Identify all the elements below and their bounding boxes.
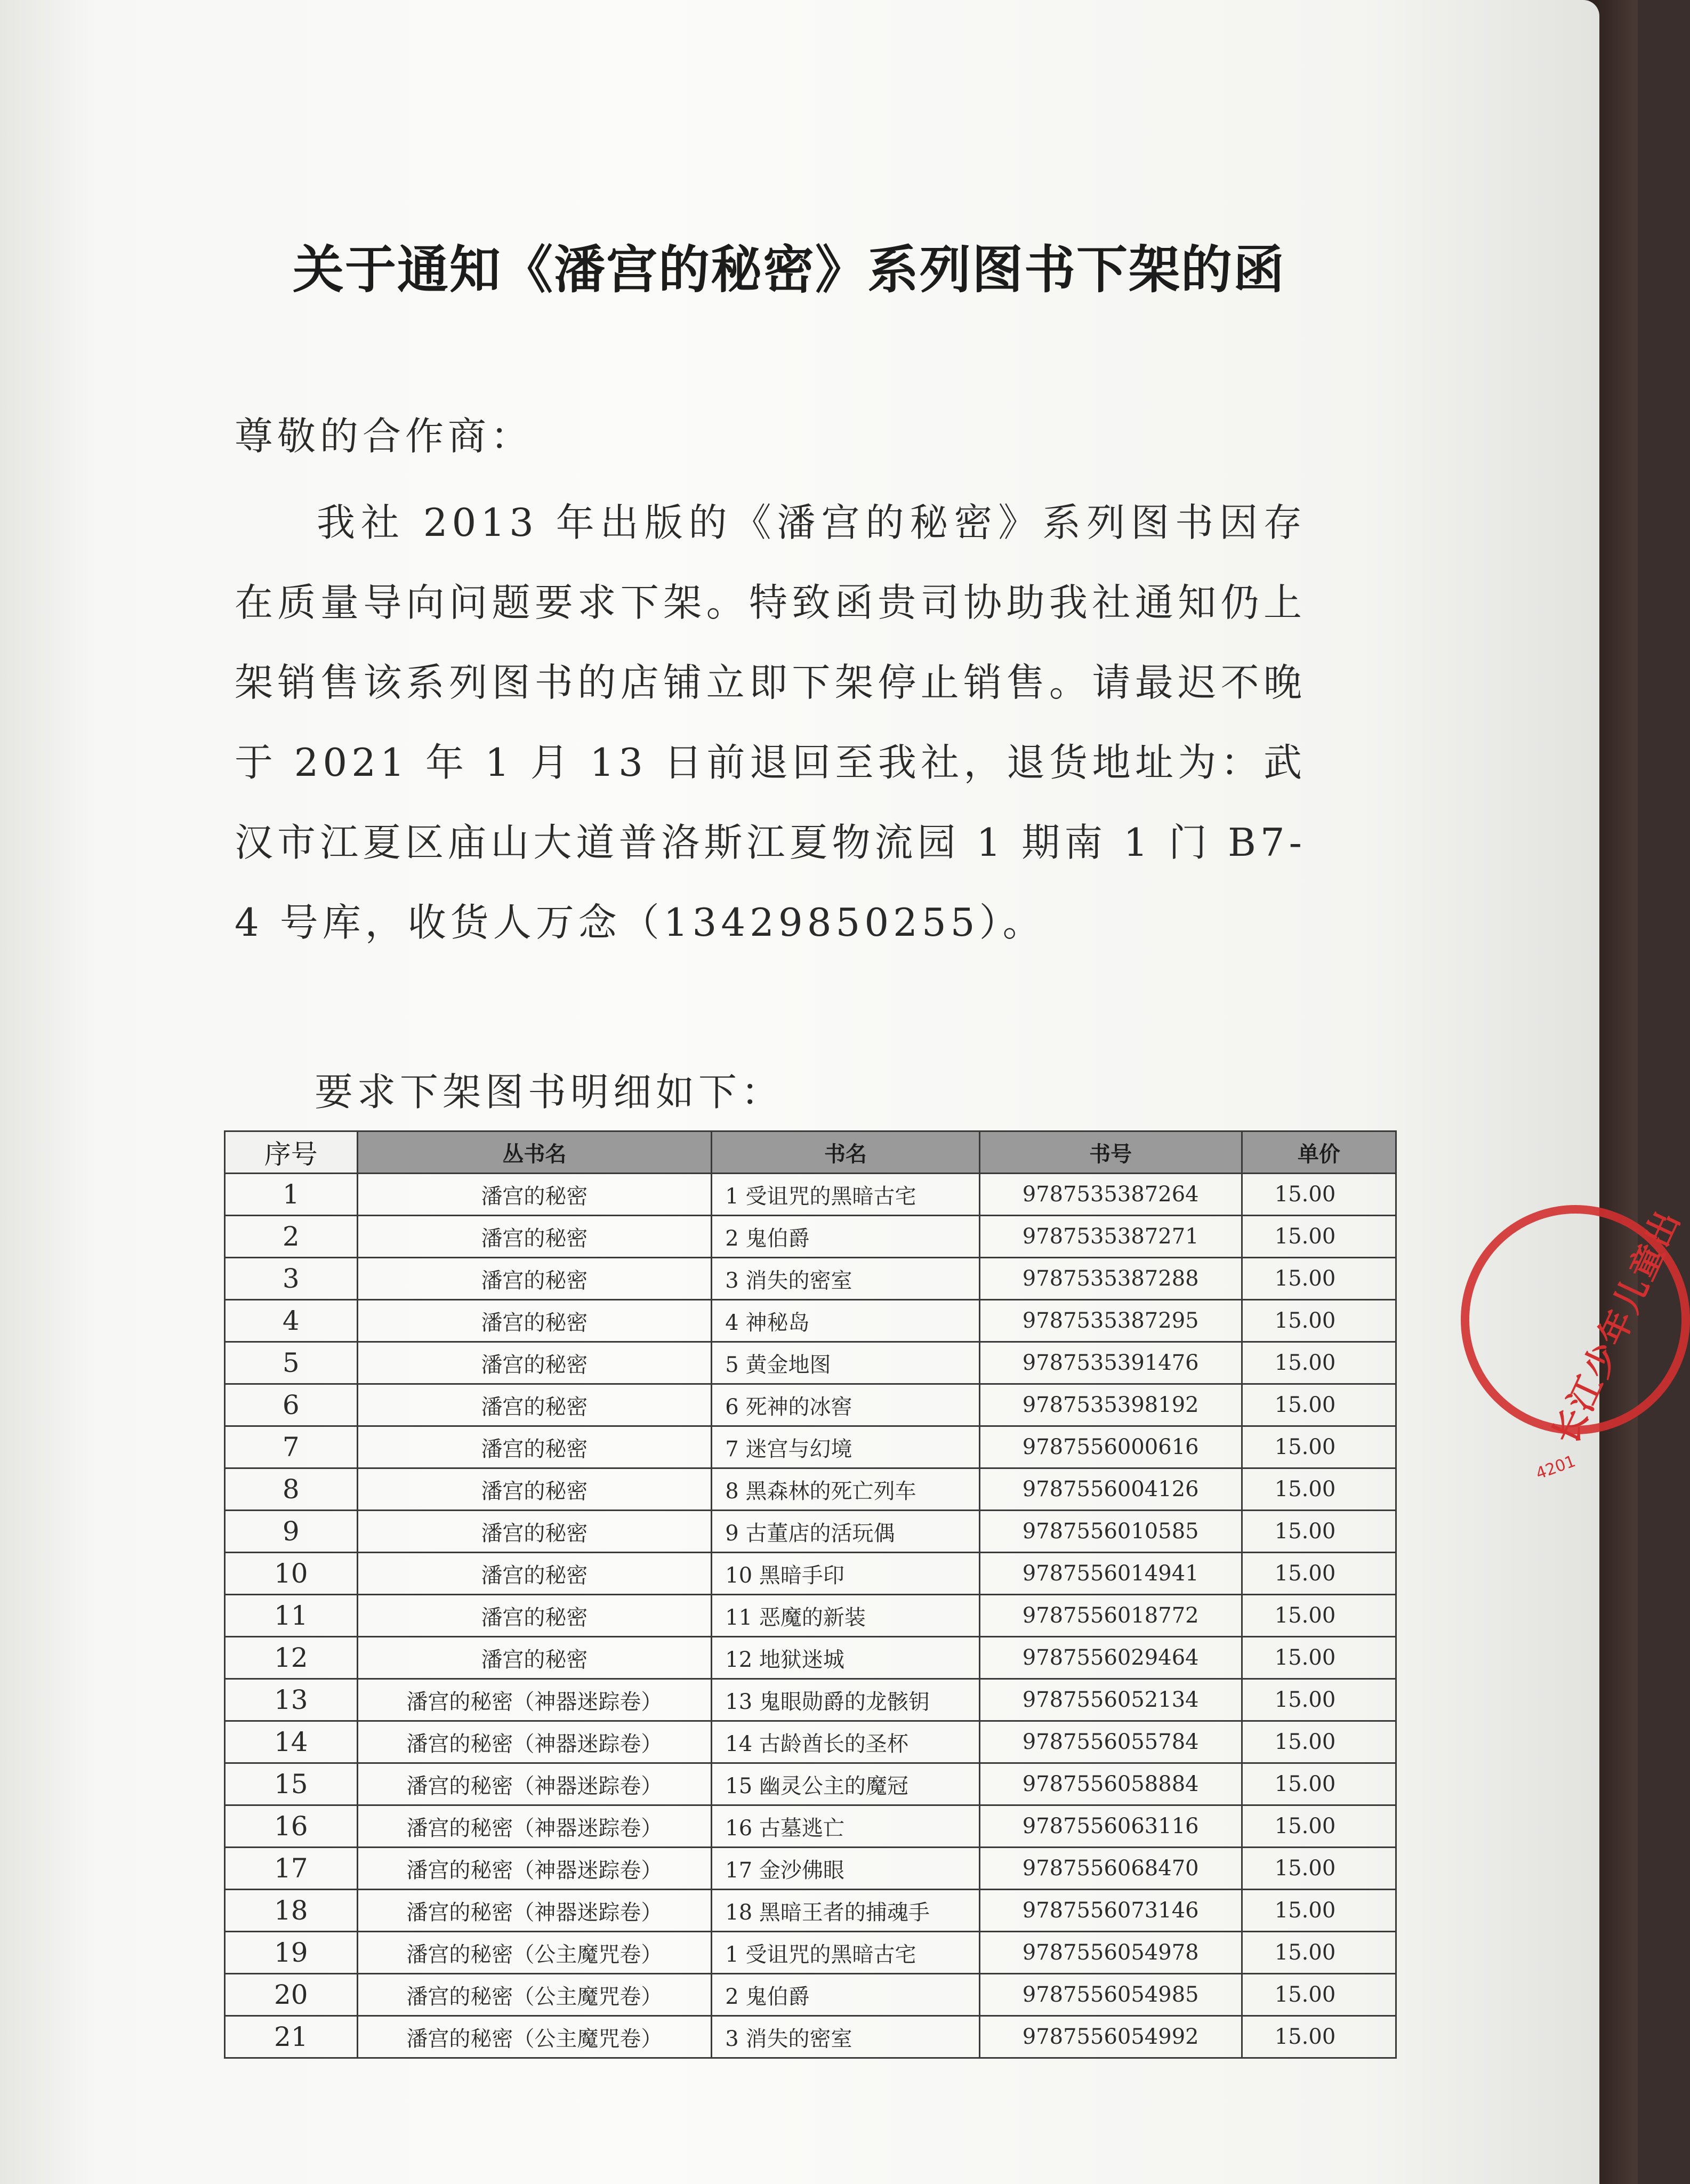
header-isbn: 书号 (979, 1131, 1242, 1174)
cell-seq: 8 (225, 1468, 358, 1511)
cell-price: 15.00 (1242, 1511, 1396, 1553)
table-row (225, 1679, 1396, 1721)
cell-title: 11 恶魔的新装 (712, 1595, 979, 1637)
cell-price: 15.00 (1242, 1595, 1396, 1637)
table-intro: 要求下架图书明细如下： (315, 1070, 784, 1114)
table-row (225, 1805, 1396, 1848)
cell-series: 潘宫的秘密（神器迷踪卷） (357, 1679, 712, 1721)
cell-price: 15.00 (1242, 1932, 1396, 1974)
header-seq: 序号 (225, 1131, 358, 1174)
table-row (225, 1384, 1396, 1426)
cell-isbn: 9787535398192 (979, 1384, 1242, 1426)
cell-isbn: 9787556054985 (979, 1974, 1242, 2016)
cell-series: 潘宫的秘密 (357, 1511, 712, 1553)
table-row (225, 1468, 1396, 1511)
seal-code: 4201 (1533, 1451, 1579, 1484)
cell-seq: 12 (225, 1637, 358, 1679)
cell-seq: 6 (225, 1384, 358, 1426)
cell-isbn: 9787556054978 (979, 1932, 1242, 1974)
table-row (225, 1890, 1396, 1932)
cell-seq: 16 (225, 1805, 358, 1848)
table-header-row (225, 1131, 1396, 1174)
cell-series: 潘宫的秘密（神器迷踪卷） (357, 1805, 712, 1848)
table-row (225, 1216, 1396, 1258)
cell-title: 3 消失的密室 (712, 1258, 979, 1300)
table-row (225, 1258, 1396, 1300)
cell-isbn: 9787556052134 (979, 1679, 1242, 1721)
cell-price: 15.00 (1242, 1174, 1396, 1216)
cell-seq: 20 (225, 1974, 358, 2016)
cell-price: 15.00 (1242, 1384, 1396, 1426)
table-row (225, 1763, 1396, 1805)
seal-text: 长江少年儿童出 (1546, 1203, 1689, 1450)
cell-series: 潘宫的秘密 (357, 1342, 712, 1384)
cell-price: 15.00 (1242, 1763, 1396, 1805)
cell-title: 6 死神的冰窖 (712, 1384, 979, 1426)
cell-isbn: 9787556058884 (979, 1763, 1242, 1805)
cell-price: 15.00 (1242, 1258, 1396, 1300)
cell-series: 潘宫的秘密 (357, 1300, 712, 1342)
cell-seq: 5 (225, 1342, 358, 1384)
cell-price: 15.00 (1242, 1342, 1396, 1384)
cell-isbn: 9787556054992 (979, 2016, 1242, 2058)
cell-series: 潘宫的秘密 (357, 1637, 712, 1679)
cell-series: 潘宫的秘密 (357, 1174, 712, 1216)
book-list-table (224, 1130, 1397, 2059)
cell-isbn: 9787535387295 (979, 1300, 1242, 1342)
cell-series: 潘宫的秘密 (357, 1553, 712, 1595)
cell-title: 12 地狱迷城 (712, 1637, 979, 1679)
table-row (225, 2016, 1396, 2058)
cell-title: 7 迷宫与幻境 (712, 1426, 979, 1468)
cell-price: 15.00 (1242, 1553, 1396, 1595)
cell-seq: 3 (225, 1258, 358, 1300)
cell-series: 潘宫的秘密 (357, 1468, 712, 1511)
cell-title: 18 黑暗王者的捕魂手 (712, 1890, 979, 1932)
cell-seq: 17 (225, 1848, 358, 1890)
header-series: 丛书名 (357, 1131, 712, 1174)
cell-isbn: 9787556068470 (979, 1848, 1242, 1890)
cell-title: 3 消失的密室 (712, 2016, 979, 2058)
cell-price: 15.00 (1242, 1300, 1396, 1342)
cell-price: 15.00 (1242, 1848, 1396, 1890)
cell-isbn: 9787535387288 (979, 1258, 1242, 1300)
cell-seq: 13 (225, 1679, 358, 1721)
letter-title: 关于通知《潘宫的秘密》系列图书下架的函 (293, 240, 1285, 300)
letter-body: 我社 2013 年出版的《潘宫的秘密》系列图书因存在质量导向问题要求下架。特致函贵司协助我社通知仍上架销售该系列图书的店铺立即下架停止销售。请最迟不晚于 2021 年 1 月 13 日前退回至我社，退货地址为：武汉市江夏区庙山大道普洛斯江夏物流园 1 期南 1 门 B7-4 号库，收货人万念（13429850255）。 (235, 500, 1306, 945)
cell-title: 2 鬼伯爵 (712, 1216, 979, 1258)
cell-title: 10 黑暗手印 (712, 1553, 979, 1595)
table-row (225, 1174, 1396, 1216)
cell-title: 2 鬼伯爵 (712, 1974, 979, 2016)
cell-series: 潘宫的秘密 (357, 1216, 712, 1258)
cell-price: 15.00 (1242, 1679, 1396, 1721)
header-title: 书名 (712, 1131, 979, 1174)
cell-title: 13 鬼眼勋爵的龙骸钥 (712, 1679, 979, 1721)
table-row (225, 1553, 1396, 1595)
cell-series: 潘宫的秘密（神器迷踪卷） (357, 1890, 712, 1932)
cell-price: 15.00 (1242, 1216, 1396, 1258)
cell-isbn: 9787556063116 (979, 1805, 1242, 1848)
cell-series: 潘宫的秘密 (357, 1258, 712, 1300)
table-row (225, 1932, 1396, 1974)
cell-series: 潘宫的秘密（神器迷踪卷） (357, 1721, 712, 1763)
cell-series: 潘宫的秘密 (357, 1384, 712, 1426)
cell-seq: 18 (225, 1890, 358, 1932)
cell-title: 8 黑森林的死亡列车 (712, 1468, 979, 1511)
cell-seq: 7 (225, 1426, 358, 1468)
cell-seq: 10 (225, 1553, 358, 1595)
cell-title: 14 古龄酋长的圣杯 (712, 1721, 979, 1763)
cell-isbn: 9787556014941 (979, 1553, 1242, 1595)
cell-series: 潘宫的秘密（公主魔咒卷） (357, 2016, 712, 2058)
cell-series: 潘宫的秘密 (357, 1595, 712, 1637)
cell-price: 15.00 (1242, 1637, 1396, 1679)
cell-seq: 21 (225, 2016, 358, 2058)
cell-isbn: 9787556000616 (979, 1426, 1242, 1468)
salutation: 尊敬的合作商： (235, 414, 534, 459)
cell-seq: 14 (225, 1721, 358, 1763)
cell-isbn: 9787556010585 (979, 1511, 1242, 1553)
header-price: 单价 (1242, 1131, 1396, 1174)
table-row (225, 1974, 1396, 2016)
cell-seq: 1 (225, 1174, 358, 1216)
cell-isbn: 9787556018772 (979, 1595, 1242, 1637)
cell-series: 潘宫的秘密（神器迷踪卷） (357, 1848, 712, 1890)
cell-price: 15.00 (1242, 1890, 1396, 1932)
cell-seq: 19 (225, 1932, 358, 1974)
cell-series: 潘宫的秘密（神器迷踪卷） (357, 1763, 712, 1805)
cell-series: 潘宫的秘密（公主魔咒卷） (357, 1974, 712, 2016)
cell-isbn: 9787556029464 (979, 1637, 1242, 1679)
table-row (225, 1595, 1396, 1637)
cell-price: 15.00 (1242, 2016, 1396, 2058)
cell-title: 4 神秘岛 (712, 1300, 979, 1342)
cell-seq: 9 (225, 1511, 358, 1553)
cell-price: 15.00 (1242, 1805, 1396, 1848)
cell-price: 15.00 (1242, 1426, 1396, 1468)
cell-isbn: 9787556073146 (979, 1890, 1242, 1932)
cell-isbn: 9787556055784 (979, 1721, 1242, 1763)
table-row (225, 1342, 1396, 1384)
cell-seq: 15 (225, 1763, 358, 1805)
cell-series: 潘宫的秘密 (357, 1426, 712, 1468)
cell-price: 15.00 (1242, 1721, 1396, 1763)
cell-title: 1 受诅咒的黑暗古宅 (712, 1174, 979, 1216)
table-body (225, 1174, 1396, 2058)
cell-price: 15.00 (1242, 1974, 1396, 2016)
cell-isbn: 9787535387264 (979, 1174, 1242, 1216)
cell-isbn: 9787535387271 (979, 1216, 1242, 1258)
cell-title: 16 古墓逃亡 (712, 1805, 979, 1848)
cell-seq: 2 (225, 1216, 358, 1258)
cell-title: 1 受诅咒的黑暗古宅 (712, 1932, 979, 1974)
cell-isbn: 9787535391476 (979, 1342, 1242, 1384)
table-row (225, 1637, 1396, 1679)
cell-title: 15 幽灵公主的魔冠 (712, 1763, 979, 1805)
cell-title: 9 古董店的活玩偶 (712, 1511, 979, 1553)
cell-seq: 4 (225, 1300, 358, 1342)
table-row (225, 1426, 1396, 1468)
cell-seq: 11 (225, 1595, 358, 1637)
cell-price: 15.00 (1242, 1468, 1396, 1511)
table-row (225, 1721, 1396, 1763)
cell-series: 潘宫的秘密（公主魔咒卷） (357, 1932, 712, 1974)
table-row (225, 1848, 1396, 1890)
cell-title: 5 黄金地图 (712, 1342, 979, 1384)
table-row (225, 1511, 1396, 1553)
cell-isbn: 9787556004126 (979, 1468, 1242, 1511)
cell-title: 17 金沙佛眼 (712, 1848, 979, 1890)
table-row (225, 1300, 1396, 1342)
